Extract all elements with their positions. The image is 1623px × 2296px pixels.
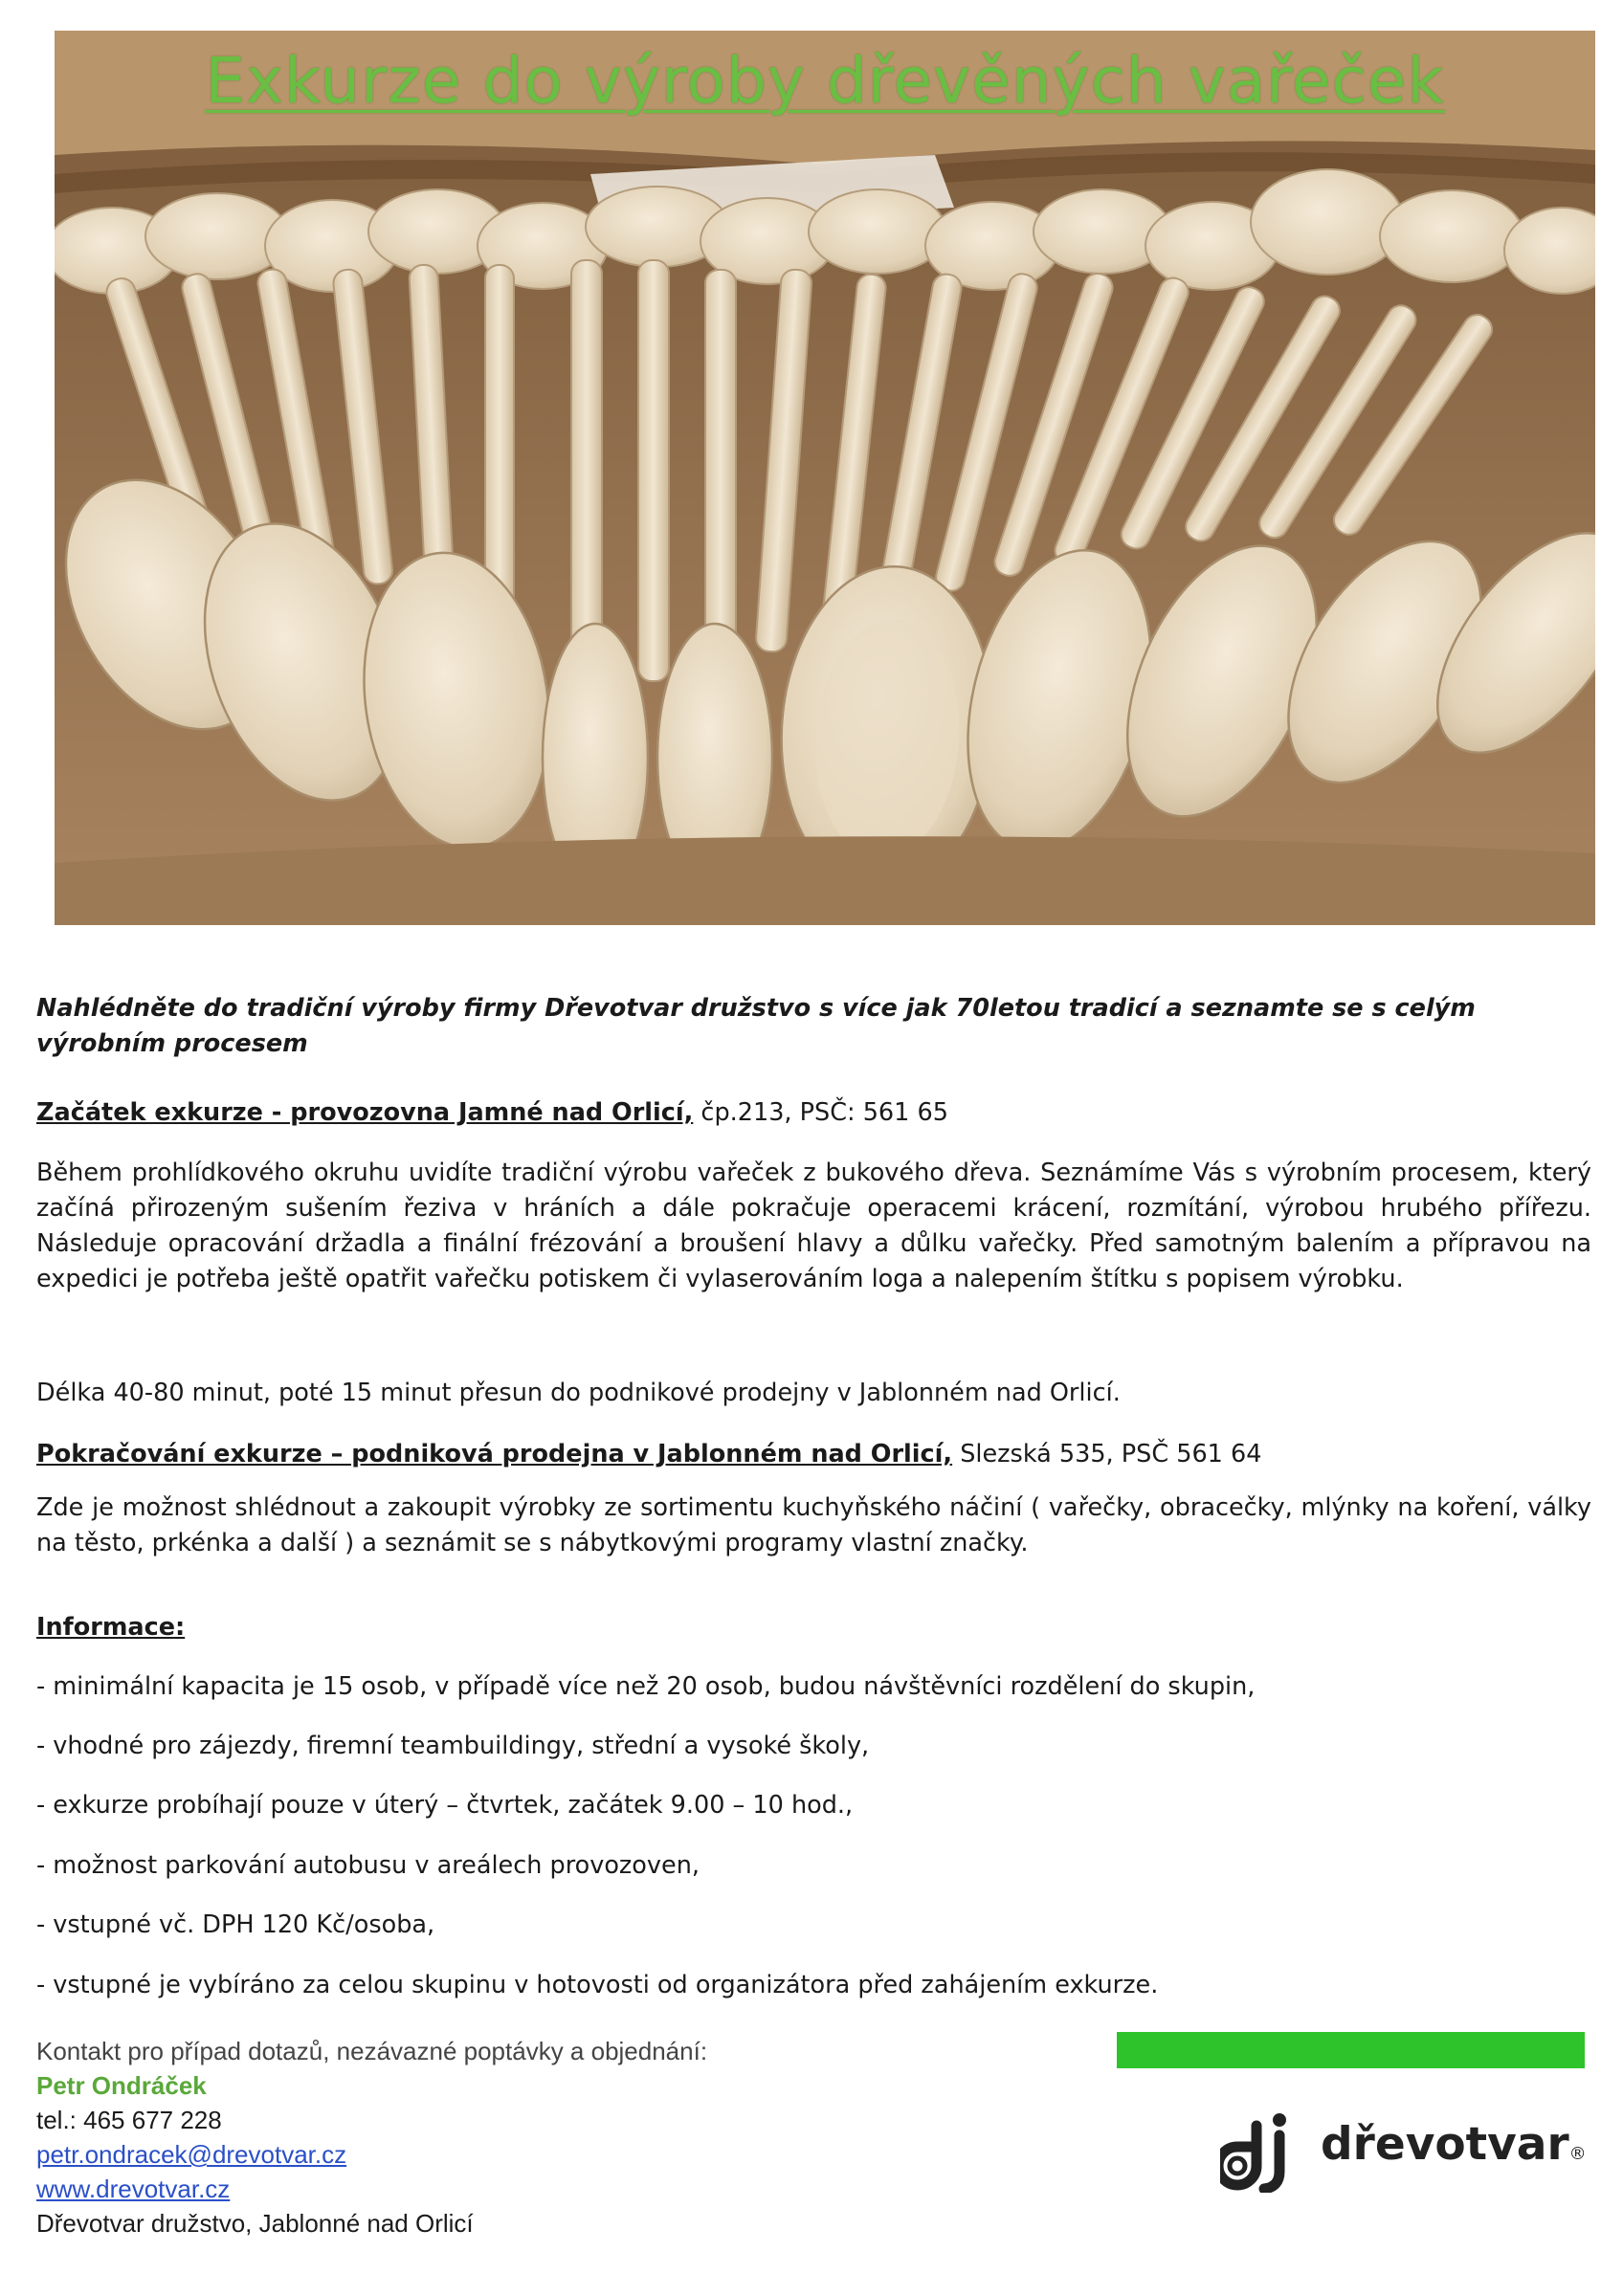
continuation-label: Pokračování exkurze – podniková prodejna v Jablonném nad Orlicí, [36,1440,953,1468]
start-line [36,1095,1591,1131]
info-item: - vhodné pro zájezdy, firemní teambuildingy, střední a vysoké školy, [36,1732,870,1760]
info-heading: Informace: [36,1613,186,1642]
contact-email-link[interactable]: petr.ondracek@drevotvar.cz [36,2140,347,2169]
green-accent-bar [1117,2032,1585,2068]
duration-text: Délka 40-80 minut, poté 15 minut přesun do podnikové prodejny v Jablonném nad Orlicí. [36,1379,1121,1407]
company-address: Dřevotvar družstvo, Jablonné nad Orlicí [36,2209,474,2238]
intro-text: Nahlédněte do tradiční výroby firmy Dřevotvar družstvo s více jak 70letou tradicí a seznamte se s celým výrobním procesem [36,994,1476,1058]
wooden-spoons-illustration [55,31,1595,925]
company-logo [1220,2107,1603,2193]
page-title: Exkurze do výroby dřevěných vařeček [205,44,1445,118]
contact-name: Petr Ondráček [36,2071,207,2100]
hero-photo [55,31,1595,925]
shop-paragraph: Zde je možnost shlédnout a zakoupit výrobky ze sortimentu kuchyňského náčiní ( vařečky, obracečky, mlýnky na koření, války na těsto, prkénka a další ) a seznámit se s nábytkovými programy vlastní značky. [36,1493,1591,1557]
website-link[interactable]: www.drevotvar.cz [36,2175,231,2203]
contact-intro: Kontakt pro případ dotazů, nezávazné poptávky a objednání: [36,2037,708,2065]
start-label: Začátek exkurze - provozovna Jamné nad Orlicí, [36,1098,694,1127]
start-address: čp.213, PSČ: 561 65 [693,1098,948,1127]
info-item: - exkurze probíhají pouze v úterý – čtvrtek, začátek 9.00 – 10 hod., [36,1791,854,1820]
continuation-line [36,1437,1591,1472]
dj-logo-icon [1220,2107,1316,2193]
contact-phone: tel.: 465 677 228 [36,2106,222,2134]
info-item: - vstupné vč. DPH 120 Kč/osoba, [36,1910,435,1939]
continuation-address: Slezská 535, PSČ 561 64 [952,1440,1262,1468]
logo-wordmark: dřevotvar® [1321,2118,1587,2171]
description-paragraph: Během prohlídkového okruhu uvidíte tradiční výrobu vařeček z bukového dřeva. Seznámíme Vás s výrobním procesem, který začíná přirozeným sušením řeziva v hráních a dále pokračuje operacemi krácení, rozmítání, výrobou hrubého přířezu. Následuje opracování držadla a finální frézování a broušení hlavy a důlku vařečky. Před samotným balením a přípravou na expedici je potřeba ještě opatřit vařečku potiskem či vylaserováním loga a nalepením štítku s popisem výrobku. [36,1159,1591,1293]
info-item: - minimální kapacita je 15 osob, v případě více než 20 osob, budou návštěvníci rozdělení do skupin, [36,1672,1256,1701]
info-item: - vstupné je vybíráno za celou skupinu v hotovosti od organizátora před zahájením exkurze. [36,1971,1159,1999]
info-item: - možnost parkování autobusu v areálech provozoven, [36,1851,700,1880]
contact-block [36,2034,707,2241]
